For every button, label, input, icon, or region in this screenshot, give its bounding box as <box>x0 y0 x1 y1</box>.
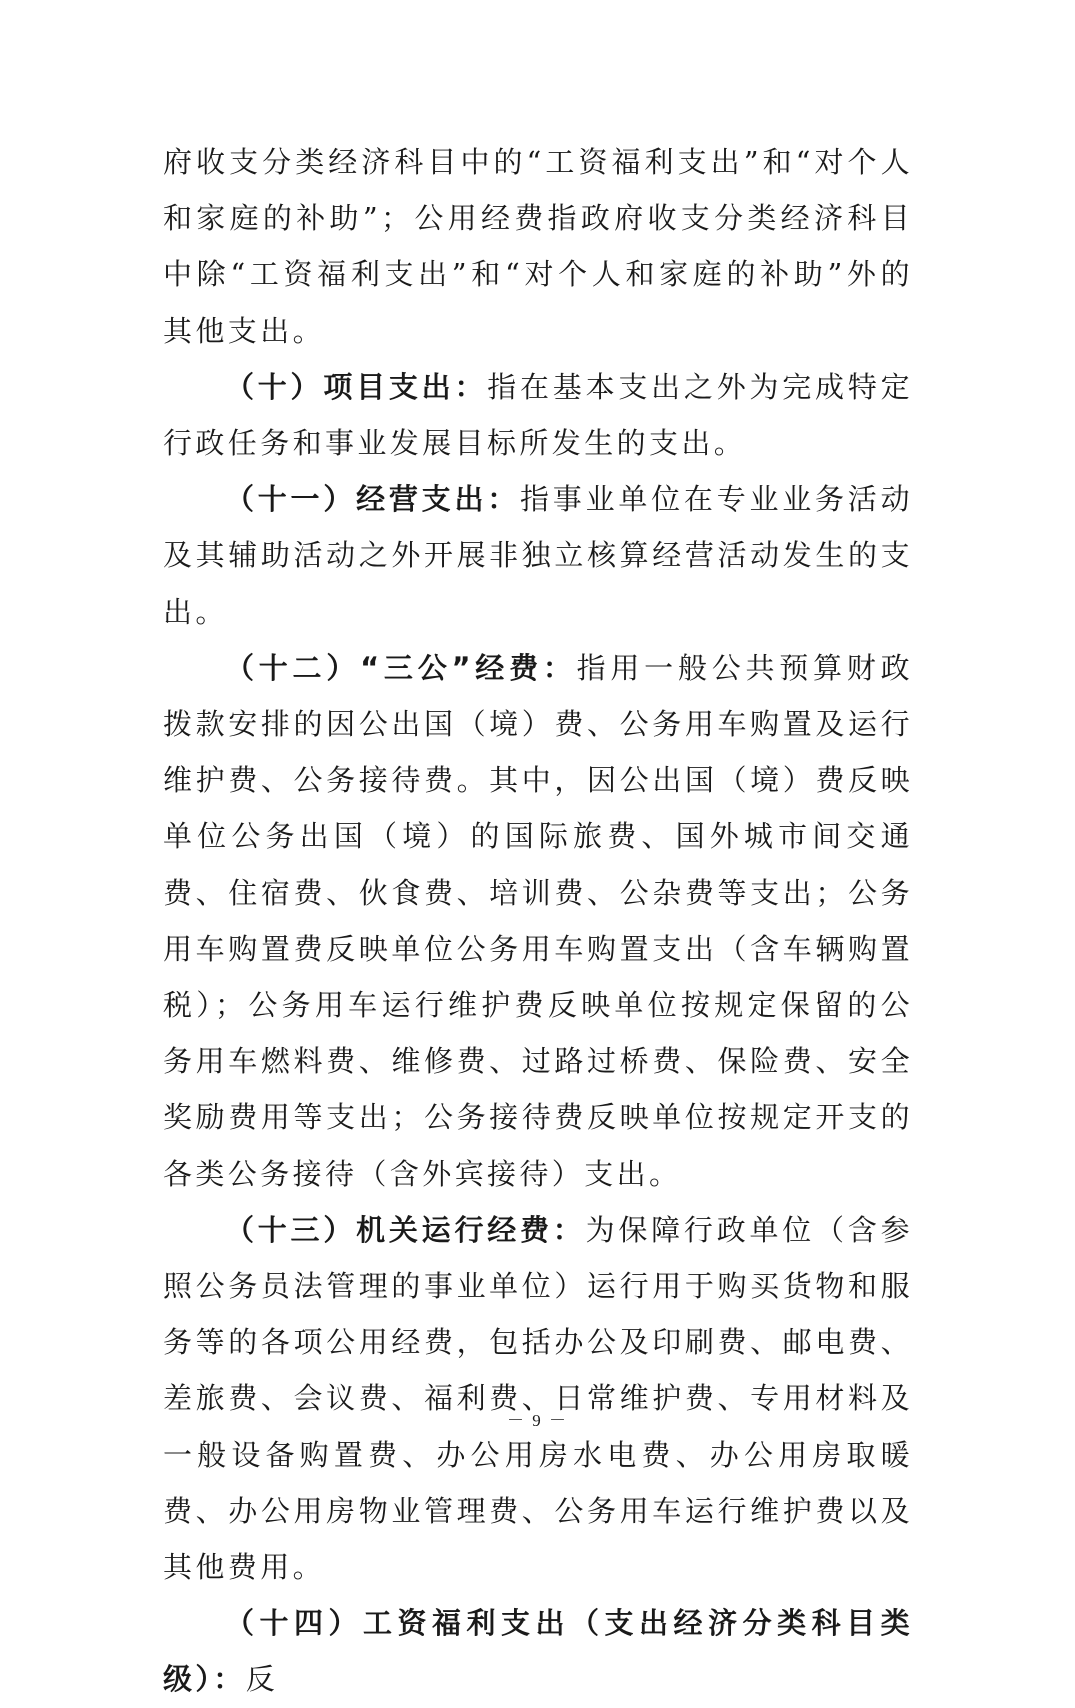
term-heading: （十四）工资福利支出（支出经济分类科目类级）： <box>163 1606 913 1697</box>
paragraph-text: 府收支分类经济科目中的“工资福利支出”和“对个人和家庭的补助”；公用经费指政府收支分类经济科目中除“工资福利支出”和“对个人和家庭的补助”外的其他支出。 <box>163 145 913 348</box>
document-body <box>163 134 913 1708</box>
paragraph-text: 指在基本支出之外为完成特定行政任务和事业发展目标所发生的支出。 <box>163 369 914 461</box>
term-heading: （十一）经营支出： <box>225 482 521 517</box>
paragraph-wage-welfare <box>163 1595 913 1707</box>
term-heading: （十二）“三公”经费： <box>225 650 577 685</box>
paragraph-operating-expenditure <box>163 471 913 640</box>
paragraph-three-public-expenses <box>163 640 913 1202</box>
paragraph-text: 反 <box>245 1662 279 1697</box>
paragraph-text: 为保障行政单位（含参照公务员法管理的事业单位）运行用于购买货物和服务等的各项公用经费，包括办公及印刷费、邮电费、差旅费、会议费、福利费、日常维护费、专用材料及一般设备购置费、办公用房水电费、办公用房取暖费、办公用房物业管理费、公务用车运行维护费以及其他费用。 <box>163 1212 913 1585</box>
paragraph-text: 指用一般公共预算财政拨款安排的因公出国（境）费、公务用车购置及运行维护费、公务接待费。其中，因公出国（境）费反映单位公务出国（境）的国际旅费、国外城市间交通费、住宿费、伙食费、培训费、公杂费等支出；公务用车购置费反映单位公务用车购置支出（含车辆购置税）；公务用车运行维护费反映单位按规定保留的公务用车燃料费、维修费、过路过桥费、保险费、安全奖励费用等支出；公务接待费反映单位按规定开支的各类公务接待（含外宾接待）支出。 <box>163 650 913 1191</box>
paragraph-text: 指事业单位在专业业务活动及其辅助活动之外开展非独立核算经营活动发生的支出。 <box>163 482 913 629</box>
term-heading: （十）项目支出： <box>225 369 488 404</box>
paragraph-project-expenditure <box>163 359 913 471</box>
term-heading: （十三）机关运行经费： <box>225 1212 586 1247</box>
page-number: － 9 － <box>507 1411 568 1430</box>
paragraph-continuation <box>163 134 913 359</box>
paragraph-agency-operating-funds <box>163 1202 913 1595</box>
